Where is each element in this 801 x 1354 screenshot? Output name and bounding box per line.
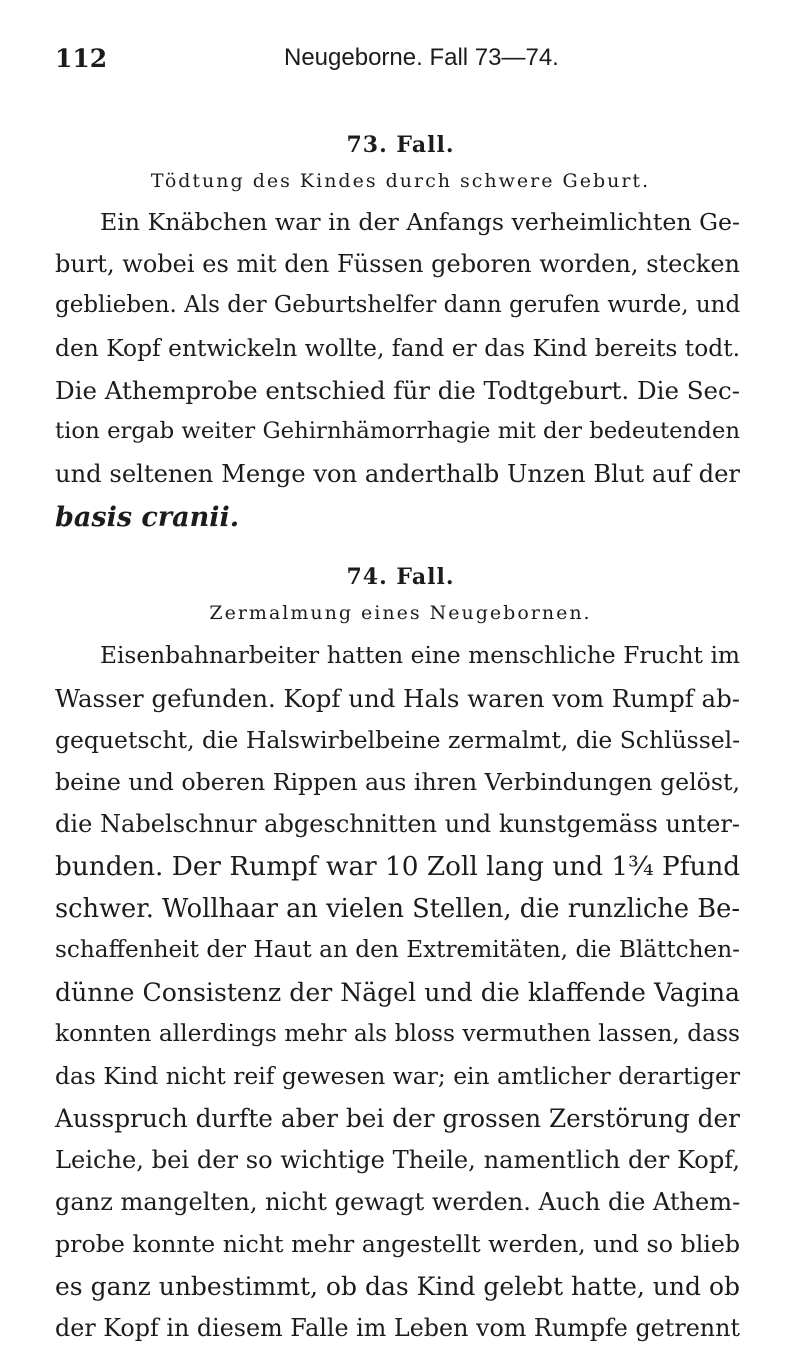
- text-line: schaffenheit der Haut an den Extremitäten, die Blättchen-: [55, 936, 740, 963]
- text-line-last: basis cranii.: [55, 502, 240, 533]
- text-line: schwer. Wollhaar an vielen Stellen, die runzliche Be-: [55, 894, 740, 924]
- text-line: Leiche, bei der so wichtige Theile, namentlich der Kopf,: [55, 1146, 740, 1174]
- text-line: konnten allerdings mehr als bloss vermuthen lassen, dass: [55, 1020, 740, 1047]
- text-line: es ganz unbestimmt, ob das Kind gelebt hatte, und ob: [55, 1272, 740, 1301]
- text-line: die Nabelschnur abgeschnitten und kunstgemäss unter-: [55, 810, 740, 838]
- text-line: das Kind nicht reif gewesen war; ein amtlicher derartiger: [55, 1062, 740, 1090]
- text-line: der Kopf in diesem Falle im Leben vom Rumpfe getrennt: [55, 1314, 740, 1342]
- text-line: Eisenbahnarbeiter hatten eine menschliche Frucht im: [100, 642, 740, 669]
- case-74-title: 74. Fall.: [346, 564, 455, 590]
- text-line: ganz mangelten, nicht gewagt werden. Auch die Athem-: [55, 1188, 741, 1216]
- page-header: [55, 44, 755, 78]
- text-line: den Kopf entwickeln wollte, fand er das Kind bereits todt.: [55, 334, 740, 362]
- text-line: und seltenen Menge von anderthalb Unzen Blut auf der: [55, 460, 740, 488]
- text-line: dünne Consistenz der Nägel und die klaffende Vagina: [55, 978, 740, 1007]
- text-line: beine und oberen Rippen aus ihren Verbindungen gelöst,: [55, 768, 740, 796]
- text-line: Wasser gefunden. Kopf und Hals waren vom Rumpf ab-: [55, 684, 740, 713]
- case-73-title: 73. Fall.: [346, 132, 455, 158]
- text-line: gequetscht, die Halswirbelbeine zermalmt, die Schlüssel-: [55, 726, 741, 754]
- text-line: tion ergab weiter Gehirnhämorrhagie mit der bedeutenden: [55, 418, 740, 444]
- text-line: bunden. Der Rumpf war 10 Zoll lang und 1¾ Pfund: [55, 852, 741, 882]
- case-74-subtitle: Zermalmung eines Neugebornen.: [209, 602, 592, 624]
- page-number: 112: [55, 44, 108, 73]
- text-line: geblieben. Als der Geburtshelfer dann gerufen wurde, und: [55, 292, 741, 318]
- text-line: burt, wobei es mit den Füssen geboren worden, stecken: [55, 250, 740, 278]
- text-line: probe konnte nicht mehr angestellt werden, und so blieb: [55, 1230, 740, 1258]
- text-line: Ein Knäbchen war in der Anfangs verheimlichten Ge-: [100, 208, 740, 236]
- text-line: Ausspruch durfte aber bei der grossen Zerstörung der: [55, 1104, 740, 1133]
- text-line: Die Athemprobe entschied für die Todtgeburt. Die Sec-: [55, 376, 740, 405]
- running-head: Neugeborne. Fall 73—74.: [284, 44, 559, 71]
- case-73-subtitle: Tödtung des Kindes durch schwere Geburt.: [150, 170, 651, 192]
